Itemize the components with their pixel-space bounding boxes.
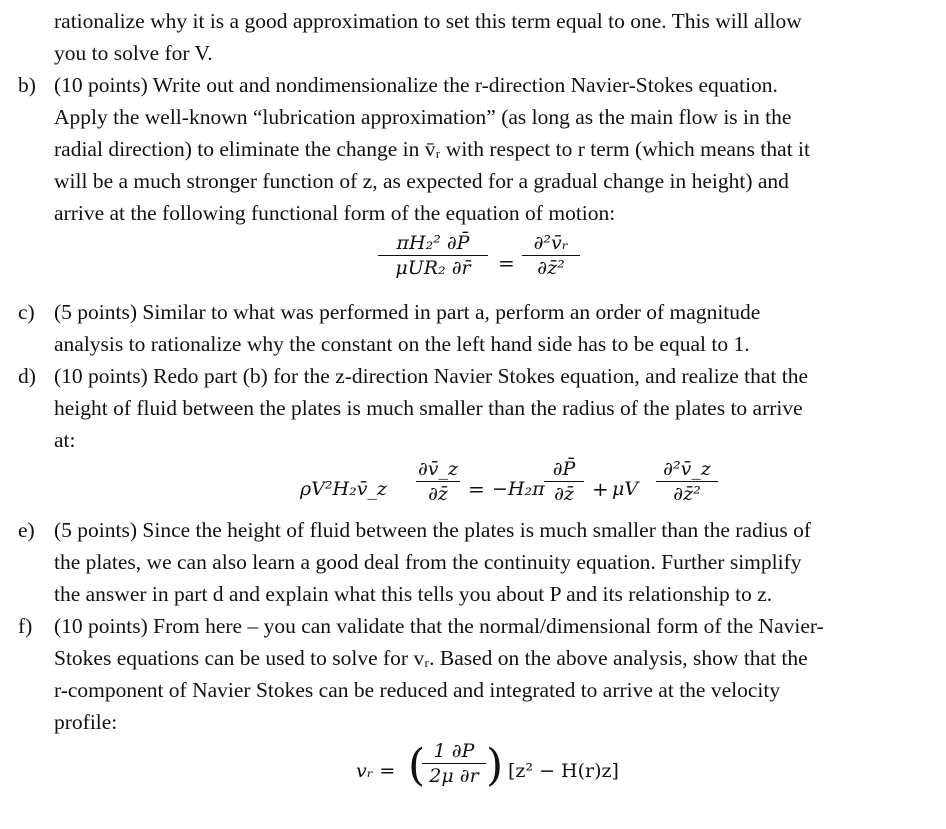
fraction-denominator: μUR₂ ∂r̄	[395, 257, 471, 279]
text-line: Apply the well-known “lubrication approximation” (as long as the main flow is in the	[54, 105, 792, 129]
velocity-profile-bracket: [z² − H(r)z]	[508, 760, 619, 782]
text-line: arrive at the following functional form of the equation of motion:	[54, 201, 616, 225]
fraction-bar	[544, 481, 584, 482]
term-pressure: −H₂π	[492, 478, 545, 500]
part-label-f: f)	[18, 614, 33, 638]
text-line: analysis to rationalize why the constant on the left hand side has to be equal to 1.	[54, 332, 750, 356]
part-label-d: d)	[18, 364, 36, 388]
fraction-numerator: ∂²v̄_z	[663, 458, 711, 480]
fraction-bar	[656, 481, 718, 482]
fraction-numerator: ∂²v̄ᵣ	[533, 232, 569, 254]
text-line: r-component of Navier Stokes can be reduced and integrated to arrive at the velocity	[54, 678, 781, 702]
fraction-lhs	[378, 232, 488, 279]
fraction-denominator: 2μ ∂r	[429, 765, 479, 787]
part-label-e: e)	[18, 518, 35, 542]
fraction-numerator: ∂v̄_z	[417, 458, 459, 480]
fraction-d2vz-dz2	[656, 458, 718, 505]
part-label-c: c)	[18, 300, 35, 324]
fraction-numerator: ∂P̄	[552, 458, 576, 480]
velocity-lhs: vᵣ =	[356, 760, 396, 782]
fraction-numerator: 1 ∂P	[433, 740, 475, 762]
part-label-b: b)	[18, 73, 36, 97]
fraction-dvz-dz	[416, 458, 460, 505]
text-line: (5 points) Similar to what was performed in part a, perform an order of magnitude	[54, 300, 761, 324]
text-line: (5 points) Since the height of fluid between the plates is much smaller than the radius of	[54, 518, 812, 542]
text-line: will be a much stronger function of z, as expected for a gradual change in height) and	[54, 169, 789, 193]
text-line: radial direction) to eliminate the change in v̄ᵣ with respect to r term (which means that it	[54, 137, 810, 161]
term-viscous: μV	[612, 478, 639, 500]
fraction-dp-dz	[544, 458, 584, 505]
text-line: (10 points) Redo part (b) for the z-direction Navier Stokes equation, and realize that the	[54, 364, 809, 388]
text-line: the answer in part d and explain what this tells you about P and its relationship to z.	[54, 582, 773, 606]
fraction-denominator: ∂z̄	[428, 483, 448, 505]
fraction-pressure-gradient	[422, 740, 486, 787]
fraction-bar	[378, 255, 488, 256]
fraction-rhs	[522, 232, 580, 279]
text-line: (10 points) Write out and nondimensionalize the r-direction Navier-Stokes equation.	[54, 73, 778, 97]
fraction-denominator: ∂z̄²	[537, 257, 565, 279]
close-paren: )	[486, 740, 504, 791]
term-inertial: ρV²H₂v̄_z	[300, 478, 387, 500]
fraction-numerator: πH₂² ∂P̄	[396, 232, 470, 254]
fraction-bar	[522, 255, 580, 256]
text-line: (10 points) From here – you can validate that the normal/dimensional form of the Navier-	[54, 614, 824, 638]
text-line: the plates, we can also learn a good deal from the continuity equation. Further simplify	[54, 550, 802, 574]
plus-sign: +	[592, 477, 609, 501]
text-line: height of fluid between the plates is much smaller than the radius of the plates to arrive	[54, 396, 803, 420]
fraction-bar	[422, 763, 486, 764]
text-line: profile:	[54, 710, 118, 734]
text-line: you to solve for V.	[54, 41, 213, 65]
equals-sign: =	[468, 477, 485, 501]
fraction-denominator: ∂z̄²	[673, 483, 701, 505]
text-line: rationalize why it is a good approximation to set this term equal to one. This will allow	[54, 9, 802, 33]
text-line: at:	[54, 428, 76, 452]
equals-sign: =	[498, 251, 515, 275]
text-line: Stokes equations can be used to solve for vᵣ. Based on the above analysis, show that the	[54, 646, 808, 670]
fraction-denominator: ∂z̄	[554, 483, 574, 505]
open-paren: (	[408, 740, 426, 791]
fraction-bar	[416, 481, 460, 482]
